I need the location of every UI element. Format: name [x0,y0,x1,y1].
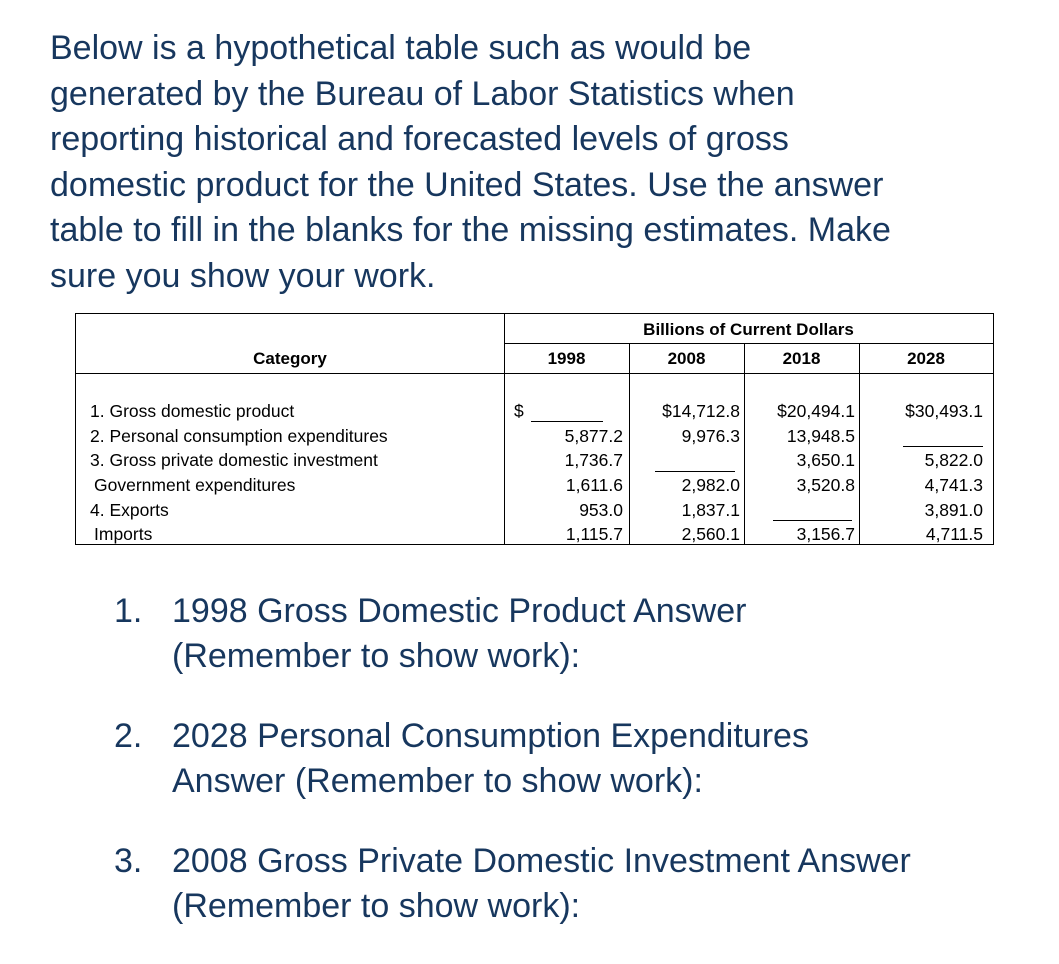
blank-gdp-1998 [531,421,603,422]
cell-imports-2018: 3,156.7 [796,524,855,544]
instructions-line: sure you show your work. [50,256,436,295]
question-line: 2008 Gross Private Domestic Investment Answer [172,842,911,880]
cell-gdp-2008: $14,712.8 [662,401,740,421]
cell-exports-2028: 3,891.0 [924,500,983,520]
cell-exports-1998: 953.0 [579,500,623,520]
question-text [172,839,911,929]
blank-investment-2008 [655,471,735,472]
cell-government-2028: 4,741.3 [924,475,983,495]
cell-investment-1998: 1,736.7 [564,450,623,470]
cell-investment-2018: 3,650.1 [796,450,855,470]
question-line: (Remember to show work): [172,887,581,925]
cell-imports-2008: 2,560.1 [681,524,740,544]
header-year-2028: 2028 [907,349,945,368]
cell-consumption-2018: 13,948.5 [786,426,855,446]
header-year-1998: 1998 [547,349,586,368]
question-item [114,589,1044,679]
header-billions: Billions of Current Dollars [643,320,854,339]
cell-exports-2008: 1,837.1 [681,500,740,520]
dollar-sign: $ [514,401,524,421]
blank-consumption-2028 [903,446,983,447]
instructions-line: generated by the Bureau of Labor Statistics when [50,74,795,113]
question-line: 1998 Gross Domestic Product Answer [172,592,747,630]
question-item [114,839,1044,929]
row-label-consumption: 2. Personal consumption expenditures [90,426,388,446]
row-label-exports: 4. Exports [90,500,169,520]
header-category: Category [253,349,327,368]
table-divider [76,373,993,374]
gdp-table [75,313,994,545]
instructions-paragraph [50,26,1040,299]
cell-gdp-2028: $30,493.1 [905,401,983,421]
question-line: 2028 Personal Consumption Expenditures [172,717,809,755]
table-divider [504,343,993,344]
blank-exports-2018 [773,520,852,521]
row-label-gdp: 1. Gross domestic product [90,401,295,421]
instructions-line: reporting historical and forecasted levels of gross [50,120,789,158]
cell-government-2008: 2,982.0 [681,475,740,495]
question-line: Answer (Remember to show work): [172,762,703,800]
question-number: 1. [114,592,143,630]
question-text [172,589,746,679]
header-year-2008: 2008 [667,349,706,368]
row-label-government: Government expenditures [94,475,296,495]
cell-gdp-2018: $20,494.1 [777,401,855,421]
instructions-line: domestic product for the United States. Use the answer [50,165,884,204]
header-year-2018: 2018 [782,349,821,368]
row-label-imports: Imports [94,524,153,544]
question-text [172,714,809,804]
cell-imports-1998: 1,115.7 [565,524,623,544]
row-label-investment: 3. Gross private domestic investment [90,450,378,470]
question-number: 3. [114,842,143,880]
instructions-line: Below is a hypothetical table such as would be [50,29,752,67]
cell-consumption-1998: 5,877.2 [564,426,623,446]
cell-consumption-2008: 9,976.3 [681,426,740,446]
cell-government-2018: 3,520.8 [796,475,855,495]
cell-government-1998: 1,611.6 [565,475,623,495]
cell-investment-2028: 5,822.0 [924,450,983,470]
question-line: (Remember to show work): [172,637,581,675]
instructions-line: table to fill in the blanks for the missing estimates. Make [50,211,891,249]
question-item [114,714,1044,804]
question-list [114,589,1044,964]
question-number: 2. [114,717,143,755]
cell-imports-2028: 4,711.5 [925,524,983,544]
